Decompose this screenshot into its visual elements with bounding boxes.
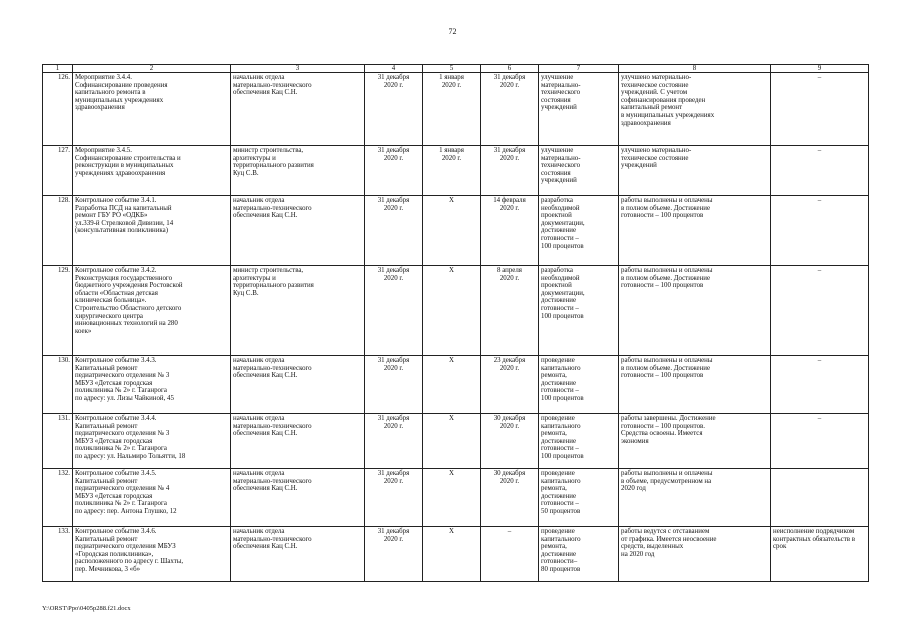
- table-cell-c1: 130.: [43, 356, 73, 414]
- table-cell-c2: Контрольное событие 3.4.1. Разработка ПСД на капитальный ремонт ГБУ РО «ОДКБ» ул.339-й Стрелковой Дивизии, 14 (консультативная поликлиника): [73, 196, 231, 266]
- table-cell-c8: работы завершены. Достижение готовности – 100 процентов. Средства освоены. Имеется экономия: [619, 414, 771, 469]
- table-cell-c9: –: [771, 146, 869, 196]
- table-cell-c6: 30 декабря 2020 г.: [481, 414, 539, 469]
- table-cell-c9: неисполнение подрядчиком контрактных обязательств в срок: [771, 527, 869, 582]
- table-cell-c9: –: [771, 414, 869, 469]
- table-cell-c1: 127.: [43, 146, 73, 196]
- table-cell-c4: 31 декабря 2020 г.: [365, 414, 423, 469]
- report-table: [42, 64, 869, 582]
- table-cell-c3: министр строительства, архитектуры и территориального развития Куц С.В.: [231, 146, 365, 196]
- table-cell-c8: работы ведутся с отставанием от графика. Имеется неосвоение средств, выделенных на 2020 год: [619, 527, 771, 582]
- table-cell-c7: разработка необходимой проектной документации, достижение готовности – 100 процентов: [539, 196, 619, 266]
- table-cell-c2: Контрольное событие 3.4.4. Капитальный ремонт педиатрического отделения № 3 МБУЗ «Детская городская поликлиника № 2» г. Таганрога по адресу: ул. Нальмиро Тольятти, 18: [73, 414, 231, 469]
- table-cell-c4: 31 декабря 2020 г.: [365, 469, 423, 527]
- table-cell-c4: 31 декабря 2020 г.: [365, 527, 423, 582]
- table-cell-c7: проведение капитального ремонта, достижение готовности– 80 процентов: [539, 527, 619, 582]
- header-row: [43, 65, 869, 73]
- header-cell: 6: [481, 65, 539, 73]
- table-cell-c4: 31 декабря 2020 г.: [365, 196, 423, 266]
- table-cell-c2: Контрольное событие 3.4.2. Реконструкция государственного бюджетного учреждения Ростовской области «Областная детская клиническая больница». Строительство Областного детского хирургического центра инновационных технологий на 280 коек»: [73, 266, 231, 356]
- table-cell-c6: 30 декабря 2020 г.: [481, 469, 539, 527]
- table-cell-c9: –: [771, 266, 869, 356]
- header-cell: 9: [771, 65, 869, 73]
- table-cell-c6: 14 февраля 2020 г.: [481, 196, 539, 266]
- table-cell-c8: работы выполнены и оплачены в объеме, предусмотренном на 2020 год: [619, 469, 771, 527]
- table-cell-c2: Мероприятие 3.4.4. Софинансирование проведения капитального ремонта в муниципальных учреждениях здравоохранения: [73, 73, 231, 146]
- table-cell-c8: работы выполнены и оплачены в полном объеме. Достижение готовности – 100 процентов: [619, 266, 771, 356]
- table-cell-c3: начальник отдела материально-технического обеспечения Кац С.Н.: [231, 196, 365, 266]
- table-cell-c8: работы выполнены и оплачены в полном объеме. Достижение готовности – 100 процентов: [619, 196, 771, 266]
- table-cell-c8: улучшено материально- техническое состояние учреждений. С учетом софинансирования проведен капитальный ремонт в муниципальных учреждениях здравоохранения: [619, 73, 771, 146]
- table-cell-c5: Х: [423, 266, 481, 356]
- table-row: [43, 196, 869, 266]
- header-cell: 7: [539, 65, 619, 73]
- table-cell-c6: 23 декабря 2020 г.: [481, 356, 539, 414]
- table-cell-c2: Контрольное событие 3.4.3. Капитальный ремонт педиатрического отделения № 3 МБУЗ «Детская городская поликлиника № 2» г. Таганрога по адресу: ул. Лизы Чайкиной, 45: [73, 356, 231, 414]
- table-cell-c1: 132.: [43, 469, 73, 527]
- table-cell-c3: начальник отдела материально-технического обеспечения Кац С.Н.: [231, 414, 365, 469]
- header-cell: 4: [365, 65, 423, 73]
- header-cell: 2: [73, 65, 231, 73]
- table-cell-c9: –: [771, 73, 869, 146]
- table-cell-c5: Х: [423, 356, 481, 414]
- header-cell: 3: [231, 65, 365, 73]
- table-cell-c5: 1 января 2020 г.: [423, 146, 481, 196]
- table-cell-c6: 8 апреля 2020 г.: [481, 266, 539, 356]
- table-cell-c8: работы выполнены и оплачены в полном объеме. Достижение готовности – 100 процентов: [619, 356, 771, 414]
- table-cell-c5: Х: [423, 414, 481, 469]
- table-row: [43, 73, 869, 146]
- table-cell-c8: улучшено материально- техническое состояние учреждений: [619, 146, 771, 196]
- table-cell-c6: 31 декабря 2020 г.: [481, 73, 539, 146]
- table-cell-c1: 133.: [43, 527, 73, 582]
- table-row: [43, 146, 869, 196]
- table-cell-c7: проведение капитального ремонта, достижение готовности – 100 процентов: [539, 356, 619, 414]
- table-cell-c7: проведение капитального ремонта, достижение готовности – 100 процентов: [539, 414, 619, 469]
- table-cell-c9: –: [771, 356, 869, 414]
- table-cell-c7: улучшение материально- технического состояния учреждений: [539, 146, 619, 196]
- table-row: [43, 356, 869, 414]
- table-cell-c5: Х: [423, 469, 481, 527]
- table-cell-c9: [771, 469, 869, 527]
- table-cell-c4: 31 декабря 2020 г.: [365, 266, 423, 356]
- page-number: 72: [448, 27, 457, 36]
- table-cell-c1: 126.: [43, 73, 73, 146]
- table-row: [43, 266, 869, 356]
- table-cell-c3: начальник отдела материально-технического обеспечения Кац С.Н.: [231, 469, 365, 527]
- table-cell-c2: Мероприятие 3.4.5. Софинансирование строительства и реконструкции в муниципальных учреждениях здравоохранения: [73, 146, 231, 196]
- header-cell: 1: [43, 65, 73, 73]
- table-cell-c7: разработка необходимой проектной документации, достижение готовности – 100 процентов: [539, 266, 619, 356]
- table-cell-c5: Х: [423, 527, 481, 582]
- table-cell-c4: 31 декабря 2020 г.: [365, 146, 423, 196]
- table-cell-c1: 128.: [43, 196, 73, 266]
- table-row: [43, 469, 869, 527]
- table-cell-c7: улучшение материально- технического состояния учреждений: [539, 73, 619, 146]
- table-cell-c3: начальник отдела материально-технического обеспечения Кац С.Н.: [231, 73, 365, 146]
- table-cell-c3: начальник отдела материально-технического обеспечения Кац С.Н.: [231, 356, 365, 414]
- table-cell-c3: начальник отдела материально-технического обеспечения Кац С.Н.: [231, 527, 365, 582]
- table-cell-c5: Х: [423, 196, 481, 266]
- table-cell-c4: 31 декабря 2020 г.: [365, 73, 423, 146]
- table-cell-c2: Контрольное событие 3.4.5. Капитальный ремонт педиатрического отделения № 4 МБУЗ «Детская городская поликлиника № 2» г. Таганрога по адресу: пер. Антона Глушко, 12: [73, 469, 231, 527]
- table-cell-c1: 131.: [43, 414, 73, 469]
- header-cell: 5: [423, 65, 481, 73]
- table-cell-c9: –: [771, 196, 869, 266]
- table-cell-c1: 129.: [43, 266, 73, 356]
- table-cell-c4: 31 декабря 2020 г.: [365, 356, 423, 414]
- header-cell: 8: [619, 65, 771, 73]
- table-cell-c6: –: [481, 527, 539, 582]
- table-row: [43, 414, 869, 469]
- table-cell-c3: министр строительства, архитектуры и территориального развития Куц С.В.: [231, 266, 365, 356]
- table-cell-c5: 1 января 2020 г.: [423, 73, 481, 146]
- table-cell-c6: 31 декабря 2020 г.: [481, 146, 539, 196]
- file-path-footer: Y:\ORST\Ppo\0405p288.f21.docx: [42, 605, 131, 612]
- table-row: [43, 527, 869, 582]
- table-cell-c7: проведение капитального ремонта, достижение готовности – 50 процентов: [539, 469, 619, 527]
- table-cell-c2: Контрольное событие 3.4.6. Капитальный ремонт педиатрического отделения МБУЗ «Городская поликлиника», расположенного по адресу г. Шахты, пер. Мечникова, 3 «б»: [73, 527, 231, 582]
